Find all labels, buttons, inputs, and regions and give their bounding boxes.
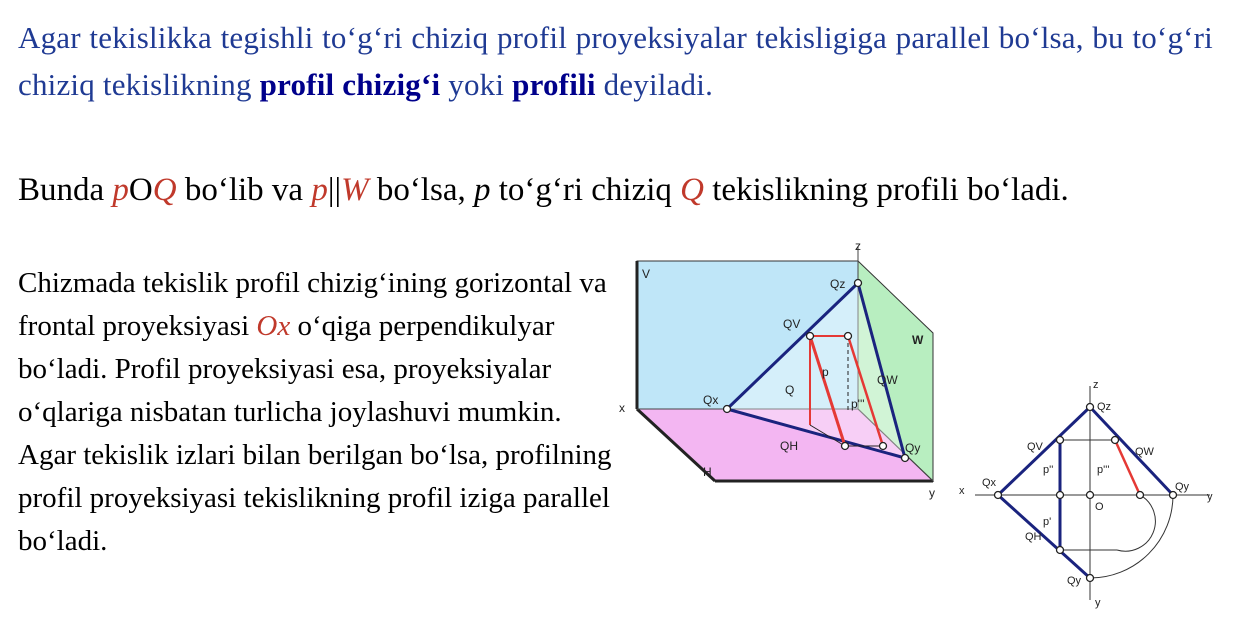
ep-label-z: z bbox=[1093, 379, 1099, 391]
label-y: y bbox=[929, 486, 935, 500]
point-qv bbox=[807, 333, 814, 340]
point-qy bbox=[902, 455, 909, 462]
trace-qv-epure bbox=[998, 407, 1090, 495]
ep-label-qv: QV bbox=[1027, 441, 1043, 453]
term-profile-line: profil chizig‘i bbox=[259, 67, 441, 102]
para2-s2: O bbox=[128, 172, 153, 208]
ep-label-qy: Qy bbox=[1175, 481, 1190, 493]
ep-point-p3-bottom bbox=[1137, 492, 1144, 499]
label-p3: p''' bbox=[851, 397, 865, 411]
para1-text-2: yoki bbox=[440, 67, 513, 102]
para3-s2: o‘qiga perpendikulyar bo‘ladi. Profil proyeksiyasi esa, proyeksiyalar o‘qlariga nisbatan turlicha joylashuvi mumkin. Agar tekislik izlari bilan berilgan bo‘lsa, profilning profil proyeksiyasi tekislikning profil iziga parallel bo‘ladi. bbox=[18, 310, 612, 557]
ep-label-o: O bbox=[1095, 501, 1104, 513]
para2-p1: p bbox=[112, 172, 129, 208]
label-v: V bbox=[642, 267, 651, 281]
point-p3-bottom bbox=[880, 443, 887, 450]
para2-q2: Q bbox=[680, 172, 704, 208]
ep-point-qv bbox=[1057, 437, 1064, 444]
label-qw: QW bbox=[877, 373, 898, 387]
paragraph-drawing-explanation bbox=[18, 262, 618, 563]
ep-point-qz bbox=[1087, 404, 1094, 411]
para3-s1: Chizmada tekislik profil chizig‘ining gorizontal va frontal proyeksiyasi bbox=[18, 267, 607, 342]
para2-s4: || bbox=[327, 172, 342, 208]
ep-label-qw: QW bbox=[1135, 446, 1154, 458]
label-h: H bbox=[703, 465, 712, 479]
trace-qw-epure bbox=[1090, 407, 1173, 495]
ep-label-qx: Qx bbox=[982, 477, 997, 489]
para2-q1: Q bbox=[152, 172, 177, 208]
label-qy: Qy bbox=[905, 441, 921, 455]
para3-ox: Ox bbox=[256, 310, 291, 342]
epure-figure bbox=[955, 378, 1225, 618]
label-w: W bbox=[912, 333, 924, 347]
trace-qh-epure bbox=[998, 495, 1090, 578]
para2-p2: p bbox=[311, 172, 328, 208]
ep-point-o bbox=[1087, 492, 1094, 499]
ep-point-p3-top bbox=[1112, 437, 1119, 444]
label-qh: QH bbox=[780, 439, 798, 453]
label-p: p bbox=[822, 365, 829, 379]
ep-label-y: y bbox=[1207, 491, 1213, 503]
ep-label-p1: p' bbox=[1043, 516, 1052, 528]
para2-s6: to‘g‘ri chiziq bbox=[490, 172, 681, 208]
label-x: x bbox=[619, 401, 625, 415]
transfer-arc-small bbox=[1117, 495, 1155, 551]
ep-label-x: x bbox=[959, 485, 965, 497]
para1-text-3: deyiladi. bbox=[595, 67, 714, 102]
epure-points bbox=[995, 404, 1177, 582]
para2-s3: bo‘lib va bbox=[176, 172, 312, 208]
ep-point-qx bbox=[995, 492, 1002, 499]
point-p-bottom bbox=[842, 443, 849, 450]
label-q: Q bbox=[785, 383, 795, 397]
label-qv: QV bbox=[783, 317, 801, 331]
ep-point-x1 bbox=[1057, 492, 1064, 499]
ep-point-qh bbox=[1057, 547, 1064, 554]
point-qz bbox=[855, 280, 862, 287]
para2-s1: Bunda bbox=[18, 172, 113, 208]
para2-s5: bo‘lsa, bbox=[368, 172, 474, 208]
ep-label-qh: QH bbox=[1025, 531, 1042, 543]
ep-point-qy-bottom bbox=[1087, 575, 1094, 582]
ep-label-y2: y bbox=[1095, 597, 1101, 609]
para1-text-1: Agar tekislikka tegishli to‘g‘ri chiziq profil proyeksiyalar tekisligiga parallel bo‘lsa, bu to‘g‘ri chiziq tekislikning bbox=[18, 20, 1213, 102]
paragraph-notation bbox=[18, 167, 1218, 214]
para2-s7: tekislikning profili bo‘ladi. bbox=[704, 172, 1069, 208]
para2-w: W bbox=[341, 172, 369, 208]
ep-label-p3: p''' bbox=[1097, 464, 1110, 476]
label-z: z bbox=[855, 239, 861, 253]
point-qx bbox=[724, 406, 731, 413]
axonometric-figure bbox=[615, 236, 945, 511]
label-qz: Qz bbox=[830, 277, 846, 291]
label-qx: Qx bbox=[703, 393, 719, 407]
term-profile: profili bbox=[512, 67, 596, 102]
ep-label-qz: Qz bbox=[1097, 401, 1112, 413]
para2-p3: p bbox=[473, 172, 491, 208]
ep-label-p2: p'' bbox=[1043, 464, 1054, 476]
paragraph-definition bbox=[18, 14, 1213, 108]
point-p-top bbox=[845, 333, 852, 340]
ep-label-qy2: Qy bbox=[1067, 575, 1082, 587]
